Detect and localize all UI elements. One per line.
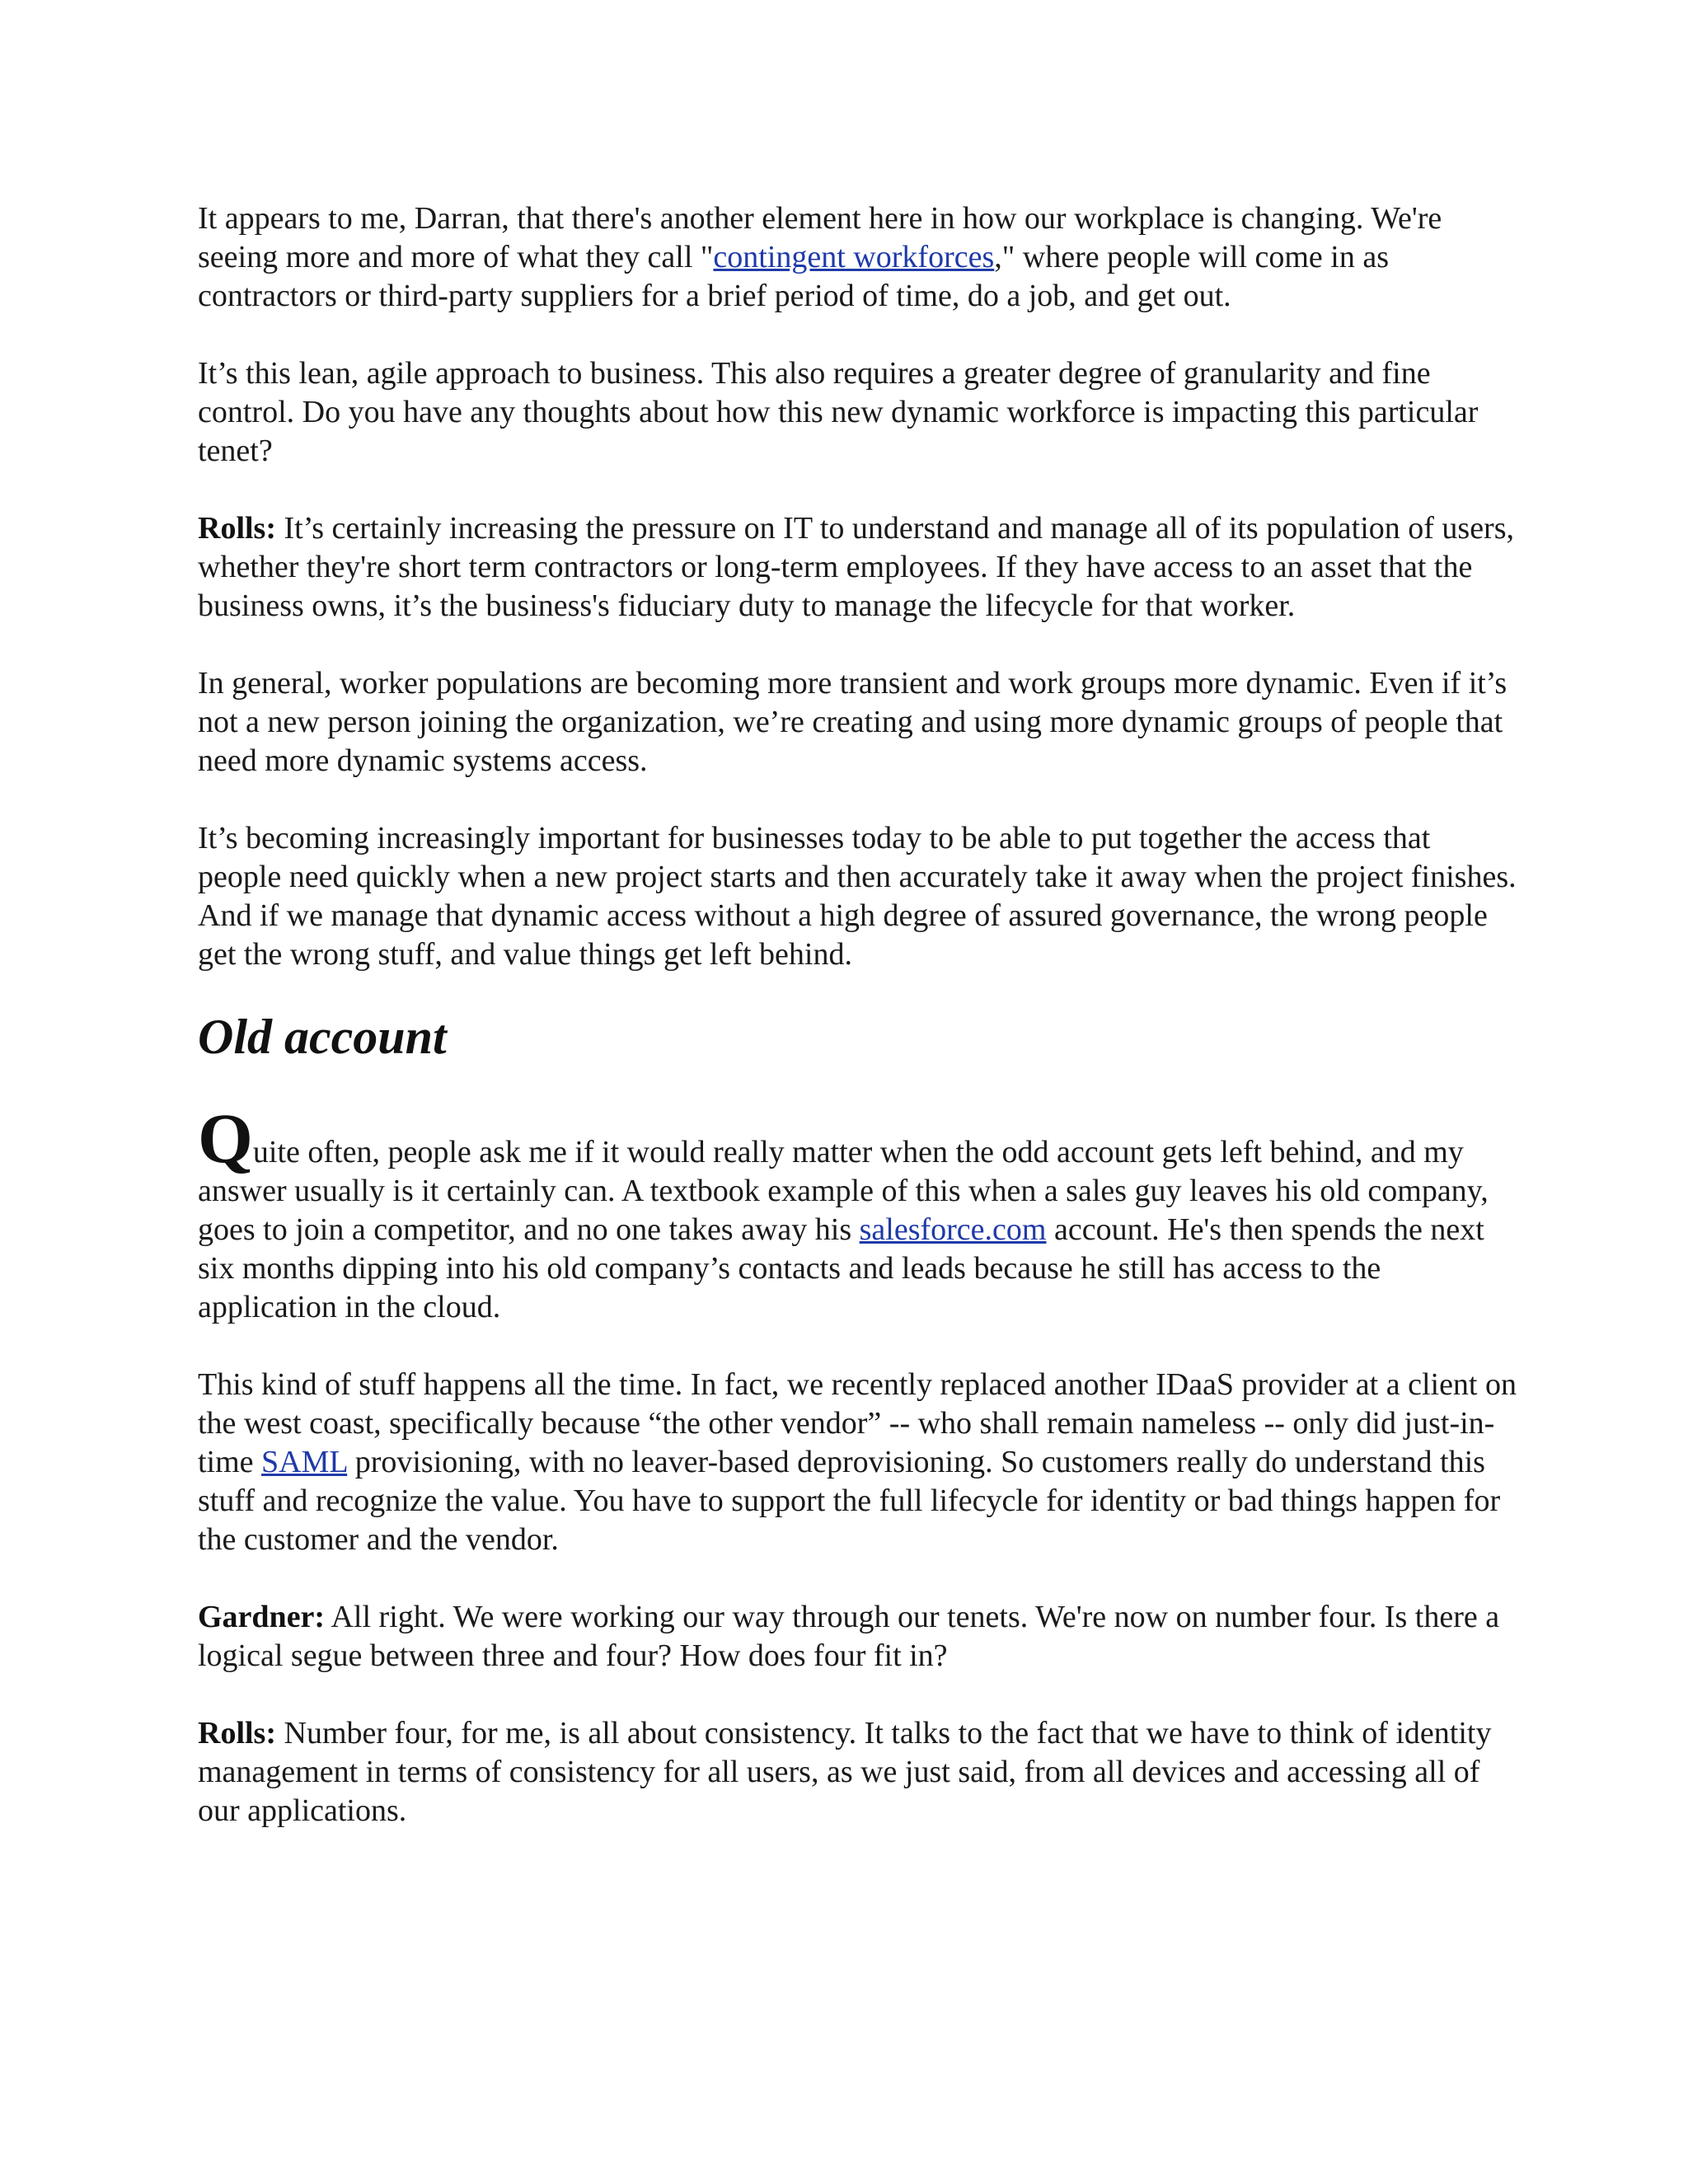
paragraph-text: This kind of stuff happens all the time. In fact, we recently replaced another IDaaS provider at a client on the west coast, specifically because “the other vendor” -- who shall remain nameless -- only did just-in-time [198,1367,1517,1479]
contingent-workforces-link[interactable]: contingent workforces [713,240,995,274]
paragraph-text: account. He's then spends the next six months dipping into his old company’s contacts and leads because he still has access to the application in the cloud. [198,1212,1484,1324]
section-heading: Old account [198,1010,447,1064]
paragraph-text: provisioning, with no leaver-based deprovisioning. So customers really do understand this stuff and recognize the value. You have to support the full lifecycle for identity or bad things happen for the customer and the vendor. [198,1445,1501,1557]
paragraph-7 [198,1366,1517,1559]
paragraph-4: In general, worker populations are becoming more transient and work groups more dynamic. Even if it’s not a new person joining the organization, we’re creating and using more dynamic groups of people that need more dynamic systems access. [198,666,1507,778]
paragraph-text: All right. We were working our way through our tenets. We're now on number four. Is there a logical segue between three and four? How does four fit in? [198,1600,1500,1673]
speaker-label: Gardner: [198,1600,326,1634]
paragraph-text: ," where people will come in as contractors or third-party suppliers for a brief period of time, do a job, and get out. [198,240,1389,313]
paragraph-1 [198,199,1517,316]
document-page [198,199,1517,1869]
speaker-label: Rolls: [198,511,276,546]
speaker-label: Rolls: [198,1716,276,1750]
paragraph-3 [198,509,1517,626]
paragraph-5: It’s becoming increasingly important for businesses today to be able to put together the access that people need quickly when a new project starts and then accurately take it away when the project finishes. And if we manage that dynamic access without a high degree of assured governance, the wrong people get the wrong stuff, and value things get left behind. [198,821,1517,972]
paragraph-text: uite often, people ask me if it would really matter when the odd account gets left behind, and my answer usually is it certainly can. A textbook example of this when a sales guy leaves his old company, goes to join a competitor, and no one takes away his [198,1135,1489,1247]
paragraph-6 [198,1099,1517,1327]
paragraph-text: It appears to me, Darran, that there's another element here in how our workplace is changing. We're seeing more and more of what they call " [198,201,1442,274]
paragraph-8 [198,1598,1517,1675]
paragraph-2: It’s this lean, agile approach to business. This also requires a greater degree of granularity and fine control. Do you have any thoughts about how this new dynamic workforce is impacting this particular tenet? [198,356,1479,468]
saml-link[interactable]: SAML [261,1445,348,1479]
drop-cap: Q [198,1099,253,1178]
paragraph-9 [198,1714,1517,1830]
paragraph-text: It’s certainly increasing the pressure on IT to understand and manage all of its population of users, whether they're short term contractors or long-term employees. If they have access to an asset that the business owns, it’s the business's fiduciary duty to manage the lifecycle for that worker. [198,511,1515,623]
paragraph-text: Number four, for me, is all about consistency. It talks to the fact that we have to think of identity management in terms of consistency for all users, as we just said, from all devices and accessing all of our applications. [198,1716,1492,1828]
salesforce-link[interactable]: salesforce.com [859,1212,1047,1247]
